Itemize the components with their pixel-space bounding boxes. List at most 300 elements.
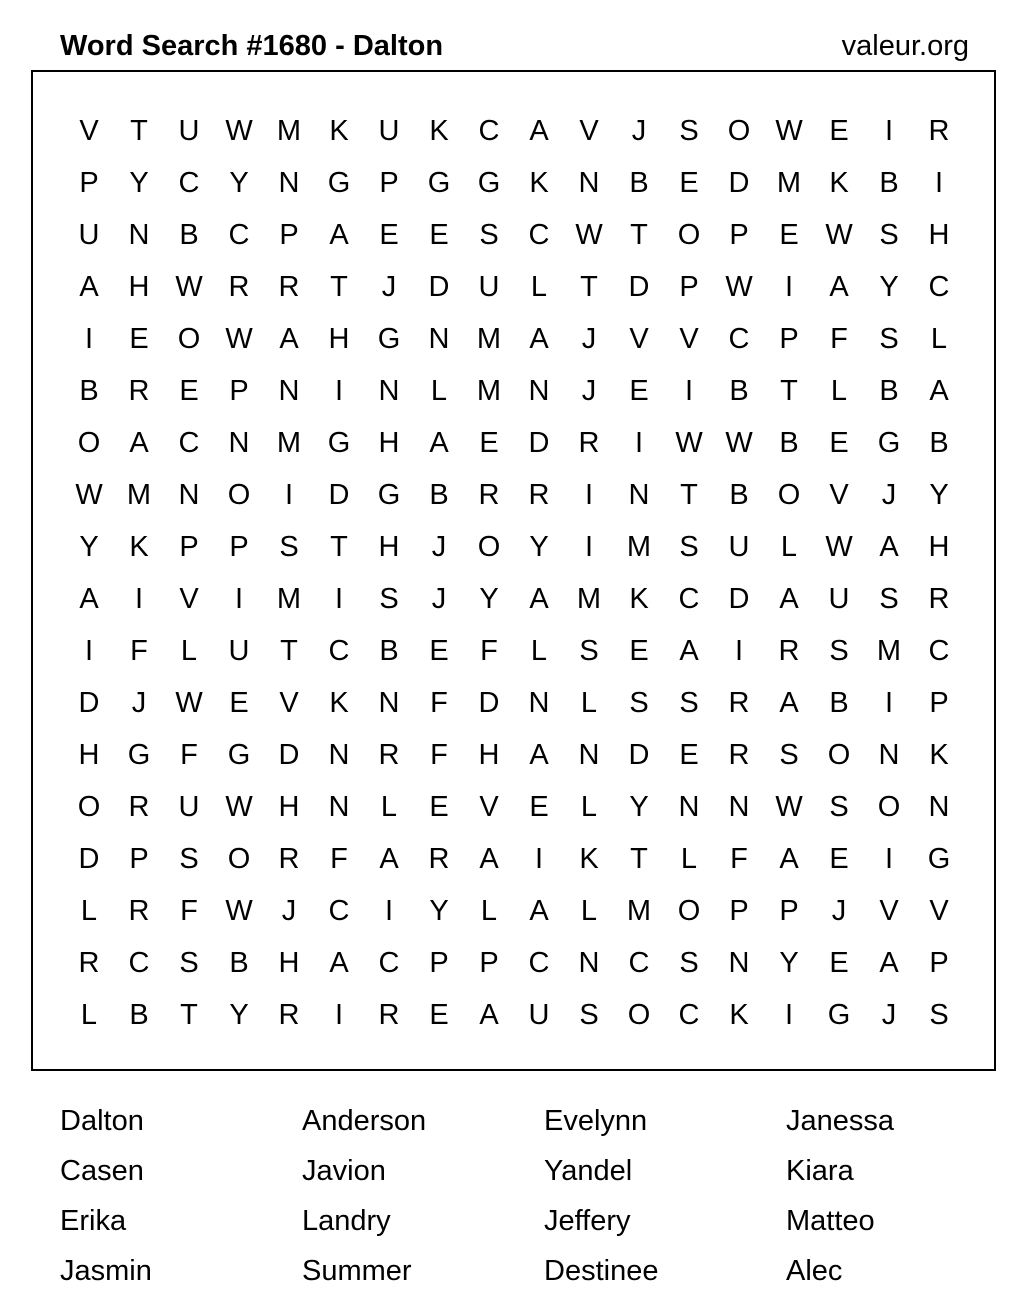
word-list-item: Javion [302,1155,386,1187]
grid-letter: E [779,218,799,251]
grid-letter: W [225,894,253,927]
grid-letter: E [629,634,649,667]
grid-letter: J [581,374,597,407]
grid-letter: U [828,582,850,615]
grid-letter: N [178,478,200,511]
grid-letter: E [479,426,499,459]
grid-letter: I [334,582,344,615]
grid-letter: O [877,790,901,823]
grid-letter: C [528,946,550,979]
grid-letter: S [379,582,399,615]
grid-letter: L [530,634,548,667]
grid-letter: K [829,166,849,199]
grid-letter: P [929,946,949,979]
grid-letter: K [929,738,949,771]
grid-letter: W [775,114,803,147]
grid-letter: V [629,322,649,355]
grid-letter: U [378,114,400,147]
puzzle-title: Word Search #1680 - Dalton [60,30,444,62]
grid-letter: E [429,634,449,667]
grid-letter: I [334,998,344,1031]
grid-letter: D [278,738,300,771]
grid-letter: B [429,478,449,511]
grid-letter: E [129,322,149,355]
grid-letter: V [879,894,899,927]
grid-letter: N [378,374,400,407]
grid-letter: N [528,686,550,719]
grid-letter: E [179,374,199,407]
grid-letter: A [79,270,99,303]
grid-letter: W [75,478,103,511]
grid-letter: T [630,218,648,251]
grid-letter: K [729,998,749,1031]
grid-letter: A [529,738,549,771]
grid-letter: M [626,530,652,563]
grid-letter: G [427,166,451,199]
grid-letter: R [378,738,400,771]
grid-letter: N [578,946,600,979]
grid-letter: A [379,842,399,875]
grid-letter: C [728,322,750,355]
grid-letter: B [929,426,949,459]
grid-letter: C [678,998,700,1031]
grid-letter: A [779,842,799,875]
grid-letter: O [677,894,701,927]
grid-letter: C [178,426,200,459]
grid-letter: M [276,426,302,459]
word-list-item: Destinee [544,1255,659,1287]
grid-letter: N [378,686,400,719]
grid-letter: D [428,270,450,303]
grid-letter: Y [79,530,99,563]
grid-letter: I [884,686,894,719]
word-list-item: Dalton [60,1105,144,1137]
grid-letter: R [278,842,300,875]
grid-letter: I [534,842,544,875]
grid-letter: V [79,114,99,147]
grid-letter: R [928,582,950,615]
grid-letter: D [628,738,650,771]
grid-letter: A [479,842,499,875]
grid-letter: N [328,790,350,823]
grid-letter: W [575,218,603,251]
grid-letter: R [128,790,150,823]
grid-letter: S [179,946,199,979]
grid-letter: S [679,946,699,979]
grid-letter: E [429,790,449,823]
grid-letter: D [528,426,550,459]
grid-letter: L [580,790,598,823]
grid-letter: Y [629,790,649,823]
grid-letter: E [529,790,549,823]
grid-letter: C [928,270,950,303]
grid-letter: O [227,478,251,511]
grid-letter: B [379,634,399,667]
grid-letter: A [279,322,299,355]
grid-letter: I [134,582,144,615]
grid-letter: B [879,166,899,199]
grid-letter: U [228,634,250,667]
word-list-item: Matteo [786,1205,875,1237]
grid-letter: T [330,530,348,563]
grid-letter: A [529,894,549,927]
grid-letter: F [180,738,198,771]
grid-letter: O [677,218,701,251]
grid-letter: L [80,998,98,1031]
grid-letter: N [678,790,700,823]
grid-letter: H [928,530,950,563]
grid-letter: P [279,218,299,251]
grid-letter: E [679,166,699,199]
grid-letter: G [227,738,251,771]
grid-letter: R [778,634,800,667]
grid-letter: O [177,322,201,355]
grid-letter: W [675,426,703,459]
grid-letter: Y [529,530,549,563]
grid-letter: H [378,426,400,459]
word-list-item: Janessa [786,1105,895,1137]
grid-letter: T [330,270,348,303]
grid-letter: J [431,530,447,563]
grid-letter: U [478,270,500,303]
grid-letter: A [929,374,949,407]
grid-letter: K [429,114,449,147]
grid-letter: Y [879,270,899,303]
grid-letter: E [429,218,449,251]
grid-letter: B [179,218,199,251]
grid-letter: W [225,322,253,355]
grid-letter: K [629,582,649,615]
grid-letter: K [529,166,549,199]
grid-letter: Y [229,998,249,1031]
grid-letter: O [827,738,851,771]
grid-letter: G [127,738,151,771]
grid-letter: H [128,270,150,303]
grid-letter: T [280,634,298,667]
grid-letter: H [378,530,400,563]
grid-letter: J [881,478,897,511]
grid-letter: I [784,270,794,303]
grid-letter: P [479,946,499,979]
grid-letter: S [479,218,499,251]
grid-letter: A [529,582,549,615]
grid-letter: G [827,998,851,1031]
grid-letter: S [879,218,899,251]
grid-letter: O [77,426,101,459]
grid-letter: U [178,790,200,823]
grid-letter: E [379,218,399,251]
grid-letter: C [928,634,950,667]
grid-letter: N [278,374,300,407]
grid-letter: V [179,582,199,615]
grid-letter: K [329,686,349,719]
grid-letter: L [80,894,98,927]
grid-letter: P [379,166,399,199]
grid-letter: C [228,218,250,251]
grid-letter: S [879,322,899,355]
grid-letter: J [881,998,897,1031]
grid-letter: I [784,998,794,1031]
grid-letter: B [129,998,149,1031]
grid-letter: L [430,374,448,407]
grid-letter: F [130,634,148,667]
grid-letter: M [126,478,152,511]
grid-letter: A [879,530,899,563]
grid-letter: E [429,998,449,1031]
grid-letter: V [829,478,849,511]
grid-letter: S [879,582,899,615]
grid-letter: C [678,582,700,615]
grid-letter: O [777,478,801,511]
word-list-item: Evelynn [544,1105,648,1137]
grid-letter: M [476,374,502,407]
grid-letter: R [278,270,300,303]
grid-letter: P [229,374,249,407]
grid-letter: P [129,842,149,875]
grid-letter: N [578,738,600,771]
grid-letter: C [628,946,650,979]
grid-letter: V [479,790,499,823]
word-list-item: Erika [60,1205,127,1237]
grid-letter: G [927,842,951,875]
grid-letter: P [729,218,749,251]
grid-letter: H [928,218,950,251]
grid-letter: W [825,218,853,251]
grid-letter: V [579,114,599,147]
grid-letter: I [934,166,944,199]
grid-letter: W [175,686,203,719]
word-list [60,1096,1028,1296]
grid-letter: E [829,114,849,147]
grid-letter: Y [479,582,499,615]
grid-letter: G [327,426,351,459]
word-list-item: Casen [60,1155,144,1187]
grid-letter: N [728,790,750,823]
grid-letter: P [429,946,449,979]
grid-letter: T [630,842,648,875]
grid-letter: L [180,634,198,667]
grid-letter: N [428,322,450,355]
grid-letter: V [679,322,699,355]
grid-letter: L [580,894,598,927]
grid-letter: W [825,530,853,563]
grid-letter: G [377,322,401,355]
grid-letter: J [581,322,597,355]
grid-letter: S [179,842,199,875]
grid-letter: P [779,322,799,355]
grid-letter: I [884,842,894,875]
grid-letter: H [278,946,300,979]
grid-letter: S [279,530,299,563]
grid-letter: K [579,842,599,875]
grid-letter: O [77,790,101,823]
word-list-item: Yandel [544,1155,633,1187]
word-list-item: Alec [786,1255,843,1287]
grid-letter: N [278,166,300,199]
grid-letter: T [180,998,198,1031]
grid-letter: R [528,478,550,511]
grid-letter: A [79,582,99,615]
grid-letter: P [679,270,699,303]
grid-letter: M [576,582,602,615]
grid-letter: I [584,530,594,563]
grid-letter: D [78,842,100,875]
grid-letter: G [377,478,401,511]
grid-letter: F [480,634,498,667]
grid-letter: R [578,426,600,459]
grid-letter: B [79,374,99,407]
grid-letter: M [276,114,302,147]
grid-letter: C [128,946,150,979]
grid-letter: A [129,426,149,459]
grid-letter: S [679,114,699,147]
letter-grid [64,105,964,1041]
grid-letter: L [830,374,848,407]
grid-letter: O [227,842,251,875]
grid-letter: D [628,270,650,303]
grid-letter: G [477,166,501,199]
grid-letter: W [725,270,753,303]
grid-letter: H [78,738,100,771]
grid-letter: I [684,374,694,407]
grid-letter: L [380,790,398,823]
grid-letter: F [830,322,848,355]
grid-letter: A [679,634,699,667]
grid-letter: I [584,478,594,511]
grid-letter: Y [129,166,149,199]
grid-letter: N [728,946,750,979]
grid-letter: J [381,270,397,303]
grid-letter: N [128,218,150,251]
grid-letter: I [284,478,294,511]
grid-letter: B [729,374,749,407]
grid-letter: E [829,426,849,459]
grid-letter: F [180,894,198,927]
grid-letter: D [78,686,100,719]
grid-letter: D [728,582,750,615]
grid-letter: E [229,686,249,719]
grid-letter: J [631,114,647,147]
grid-letter: A [479,998,499,1031]
grid-letter: S [779,738,799,771]
grid-letter: L [480,894,498,927]
grid-letter: O [627,998,651,1031]
grid-letter: A [529,322,549,355]
grid-letter: I [384,894,394,927]
grid-letter: F [430,686,448,719]
grid-letter: N [228,426,250,459]
grid-letter: W [225,790,253,823]
word-list-item: Summer [302,1255,412,1287]
grid-letter: H [278,790,300,823]
grid-letter: A [529,114,549,147]
grid-letter: A [779,686,799,719]
grid-letter: U [178,114,200,147]
grid-letter: Y [929,478,949,511]
grid-letter: R [128,374,150,407]
grid-letter: R [128,894,150,927]
grid-letter: E [829,946,849,979]
grid-letter: I [234,582,244,615]
grid-letter: P [229,530,249,563]
grid-letter: W [175,270,203,303]
grid-letter: P [779,894,799,927]
grid-letter: R [428,842,450,875]
grid-letter: G [877,426,901,459]
grid-letter: U [728,530,750,563]
grid-letter: D [728,166,750,199]
grid-letter: C [528,218,550,251]
grid-letter: M [476,322,502,355]
grid-letter: W [725,426,753,459]
grid-letter: S [679,530,699,563]
grid-letter: K [129,530,149,563]
grid-letter: J [831,894,847,927]
grid-letter: L [780,530,798,563]
grid-letter: T [780,374,798,407]
grid-letter: I [884,114,894,147]
grid-letter: E [829,842,849,875]
grid-letter: P [179,530,199,563]
grid-letter: O [727,114,751,147]
grid-letter: K [329,114,349,147]
grid-letter: A [779,582,799,615]
grid-letter: F [330,842,348,875]
grid-letter: S [929,998,949,1031]
grid-letter: R [478,478,500,511]
grid-letter: C [178,166,200,199]
grid-letter: R [378,998,400,1031]
grid-letter: N [528,374,550,407]
grid-letter: B [229,946,249,979]
grid-letter: M [876,634,902,667]
grid-letter: O [477,530,501,563]
word-list-item: Landry [302,1205,391,1237]
grid-letter: S [579,998,599,1031]
grid-letter: M [626,894,652,927]
grid-letter: D [328,478,350,511]
grid-letter: N [878,738,900,771]
grid-letter: H [328,322,350,355]
grid-letter: I [334,374,344,407]
word-list-item: Jasmin [60,1255,152,1287]
grid-letter: V [279,686,299,719]
grid-letter: S [829,790,849,823]
grid-letter: C [328,634,350,667]
grid-letter: R [228,270,250,303]
grid-letter: J [431,582,447,615]
grid-letter: L [530,270,548,303]
grid-letter: T [680,478,698,511]
grid-letter: S [579,634,599,667]
grid-letter: P [79,166,99,199]
grid-letter: B [629,166,649,199]
grid-letter: B [729,478,749,511]
grid-letter: P [729,894,749,927]
grid-letter: M [276,582,302,615]
word-list-item: Anderson [302,1105,427,1137]
grid-letter: S [679,686,699,719]
grid-letter: G [327,166,351,199]
word-list-item: Kiara [786,1155,854,1187]
grid-letter: R [78,946,100,979]
grid-letter: Y [779,946,799,979]
grid-letter: F [730,842,748,875]
grid-letter: W [225,114,253,147]
grid-letter: I [734,634,744,667]
grid-letter: C [478,114,500,147]
grid-letter: V [929,894,949,927]
